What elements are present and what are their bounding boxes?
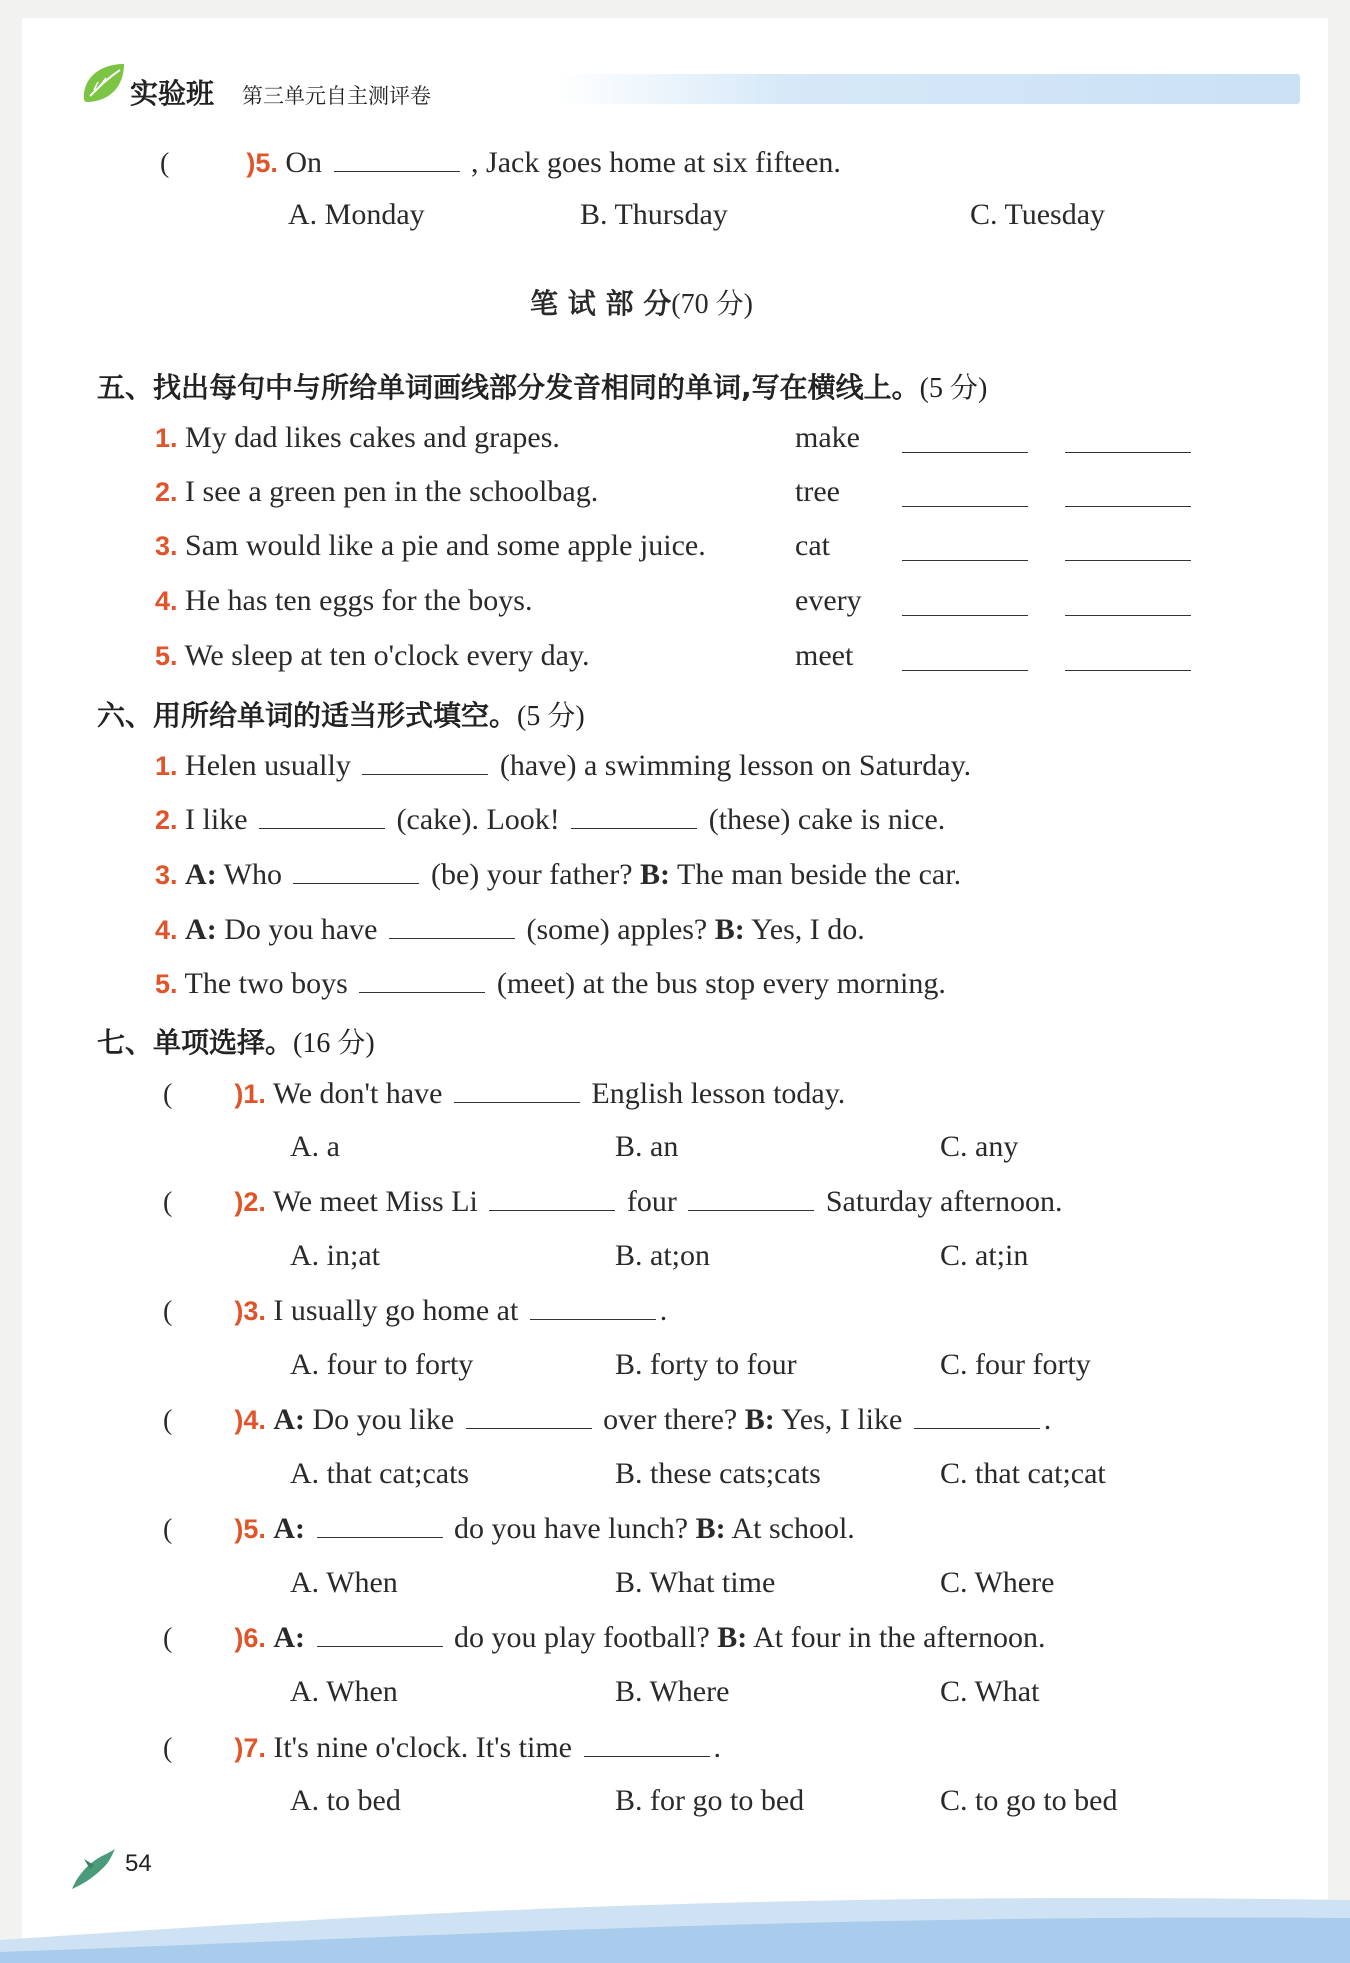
- s5-word-1: make: [795, 421, 860, 454]
- unit-title: 第三单元自主测评卷: [242, 84, 431, 108]
- section-5-title: 五、找出每句中与所给单词画线部分发音相同的单词,写在横线上。(5 分): [97, 371, 988, 404]
- header-bar: [555, 74, 1300, 104]
- question-number: )5.: [246, 148, 278, 178]
- answer-blank[interactable]: [902, 615, 1028, 616]
- s6-item-2: 2. I like (cake). Look! (these) cake is nice.: [155, 803, 946, 836]
- answer-blank[interactable]: [571, 827, 697, 829]
- option-a[interactable]: A. to bed: [290, 1784, 401, 1817]
- option-b[interactable]: B. for go to bed: [615, 1784, 805, 1817]
- page-number: 54: [125, 1850, 152, 1877]
- s5-item-5: 5. We sleep at ten o'clock every day.: [155, 639, 590, 672]
- option-b[interactable]: B. forty to four: [615, 1348, 797, 1381]
- option-a[interactable]: A. in;at: [290, 1239, 380, 1272]
- s7-q6: ( )6. A: do you play football? B: At four in the afternoon.: [163, 1621, 1046, 1654]
- option-c[interactable]: C. Where: [940, 1566, 1055, 1599]
- option-c[interactable]: C. any: [940, 1130, 1019, 1163]
- answer-blank[interactable]: [902, 452, 1028, 453]
- listening-q5: ( )5. On , Jack goes home at six fifteen.: [160, 146, 841, 179]
- option-a[interactable]: A. When: [290, 1675, 398, 1708]
- answer-blank[interactable]: [259, 827, 385, 829]
- option-b[interactable]: B. these cats;cats: [615, 1457, 821, 1490]
- answer-blank[interactable]: [1065, 506, 1191, 507]
- s7-q2: ( )2. We meet Miss Li four Saturday afternoon.: [163, 1185, 1063, 1218]
- answer-blank[interactable]: [489, 1209, 615, 1211]
- answer-blank[interactable]: [530, 1318, 656, 1320]
- answer-blank[interactable]: [902, 670, 1028, 671]
- section-6-title: 六、用所给单词的适当形式填空。(5 分): [97, 699, 585, 732]
- s5-item-1: 1. My dad likes cakes and grapes.: [155, 421, 560, 454]
- option-a[interactable]: A. Monday: [288, 198, 425, 231]
- answer-blank[interactable]: [389, 937, 515, 939]
- answer-blank[interactable]: [1065, 560, 1191, 561]
- answer-blank[interactable]: [584, 1755, 710, 1757]
- answer-blank[interactable]: [1065, 452, 1191, 453]
- s5-word-4: every: [795, 584, 862, 617]
- s6-item-5: 5. The two boys (meet) at the bus stop every morning.: [155, 967, 946, 1000]
- answer-blank[interactable]: [293, 882, 419, 884]
- s5-word-5: meet: [795, 639, 854, 672]
- written-section-title: 笔 试 部 分(70 分): [530, 287, 753, 320]
- s7-q1: ( )1. We don't have English lesson today.: [163, 1077, 846, 1110]
- answer-blank[interactable]: [359, 991, 485, 993]
- option-b[interactable]: B. What time: [615, 1566, 776, 1599]
- answer-blank[interactable]: [902, 560, 1028, 561]
- option-a[interactable]: A. four to forty: [290, 1348, 474, 1381]
- s7-q4: ( )4. A: Do you like over there? B: Yes, I like .: [163, 1403, 1052, 1436]
- section-7-title: 七、单项选择。(16 分): [97, 1026, 375, 1059]
- option-c[interactable]: C. that cat;cat: [940, 1457, 1106, 1490]
- option-c[interactable]: C. at;in: [940, 1239, 1029, 1272]
- leaf-logo-icon: [80, 60, 130, 106]
- s5-word-2: tree: [795, 475, 840, 508]
- answer-blank[interactable]: [466, 1427, 592, 1429]
- brand-title: 实验班: [130, 77, 215, 110]
- answer-blank[interactable]: [1065, 670, 1191, 671]
- answer-blank[interactable]: [688, 1209, 814, 1211]
- option-a[interactable]: A. When: [290, 1566, 398, 1599]
- option-a[interactable]: A. that cat;cats: [290, 1457, 470, 1490]
- option-a[interactable]: A. a: [290, 1130, 340, 1163]
- s5-word-3: cat: [795, 529, 830, 562]
- option-b[interactable]: B. at;on: [615, 1239, 710, 1272]
- s5-item-3: 3. Sam would like a pie and some apple juice.: [155, 529, 706, 562]
- option-c[interactable]: C. What: [940, 1675, 1040, 1708]
- s7-q3: ( )3. I usually go home at .: [163, 1294, 668, 1327]
- answer-blank[interactable]: [454, 1101, 580, 1103]
- option-c[interactable]: C. to go to bed: [940, 1784, 1118, 1817]
- s6-item-4: 4. A: Do you have (some) apples? B: Yes, I do.: [155, 913, 865, 946]
- answer-blank[interactable]: [334, 170, 460, 172]
- answer-blank[interactable]: [1065, 615, 1191, 616]
- s5-item-4: 4. He has ten eggs for the boys.: [155, 584, 533, 617]
- option-c[interactable]: C. Tuesday: [970, 198, 1106, 231]
- s6-item-3: 3. A: Who (be) your father? B: The man beside the car.: [155, 858, 962, 891]
- option-c[interactable]: C. four forty: [940, 1348, 1091, 1381]
- option-b[interactable]: B. an: [615, 1130, 679, 1163]
- option-b[interactable]: B. Thursday: [580, 198, 728, 231]
- answer-blank[interactable]: [914, 1427, 1040, 1429]
- s7-q7: ( )7. It's nine o'clock. It's time .: [163, 1731, 721, 1764]
- s6-item-1: 1. Helen usually (have) a swimming lesson on Saturday.: [155, 749, 972, 782]
- answer-blank[interactable]: [362, 773, 488, 775]
- footer-wave: [0, 1880, 1350, 1963]
- s7-q5: ( )5. A: do you have lunch? B: At school.: [163, 1512, 855, 1545]
- answer-blank[interactable]: [317, 1645, 443, 1647]
- answer-blank[interactable]: [317, 1536, 443, 1538]
- answer-blank[interactable]: [902, 506, 1028, 507]
- option-b[interactable]: B. Where: [615, 1675, 730, 1708]
- s5-item-2: 2. I see a green pen in the schoolbag.: [155, 475, 599, 508]
